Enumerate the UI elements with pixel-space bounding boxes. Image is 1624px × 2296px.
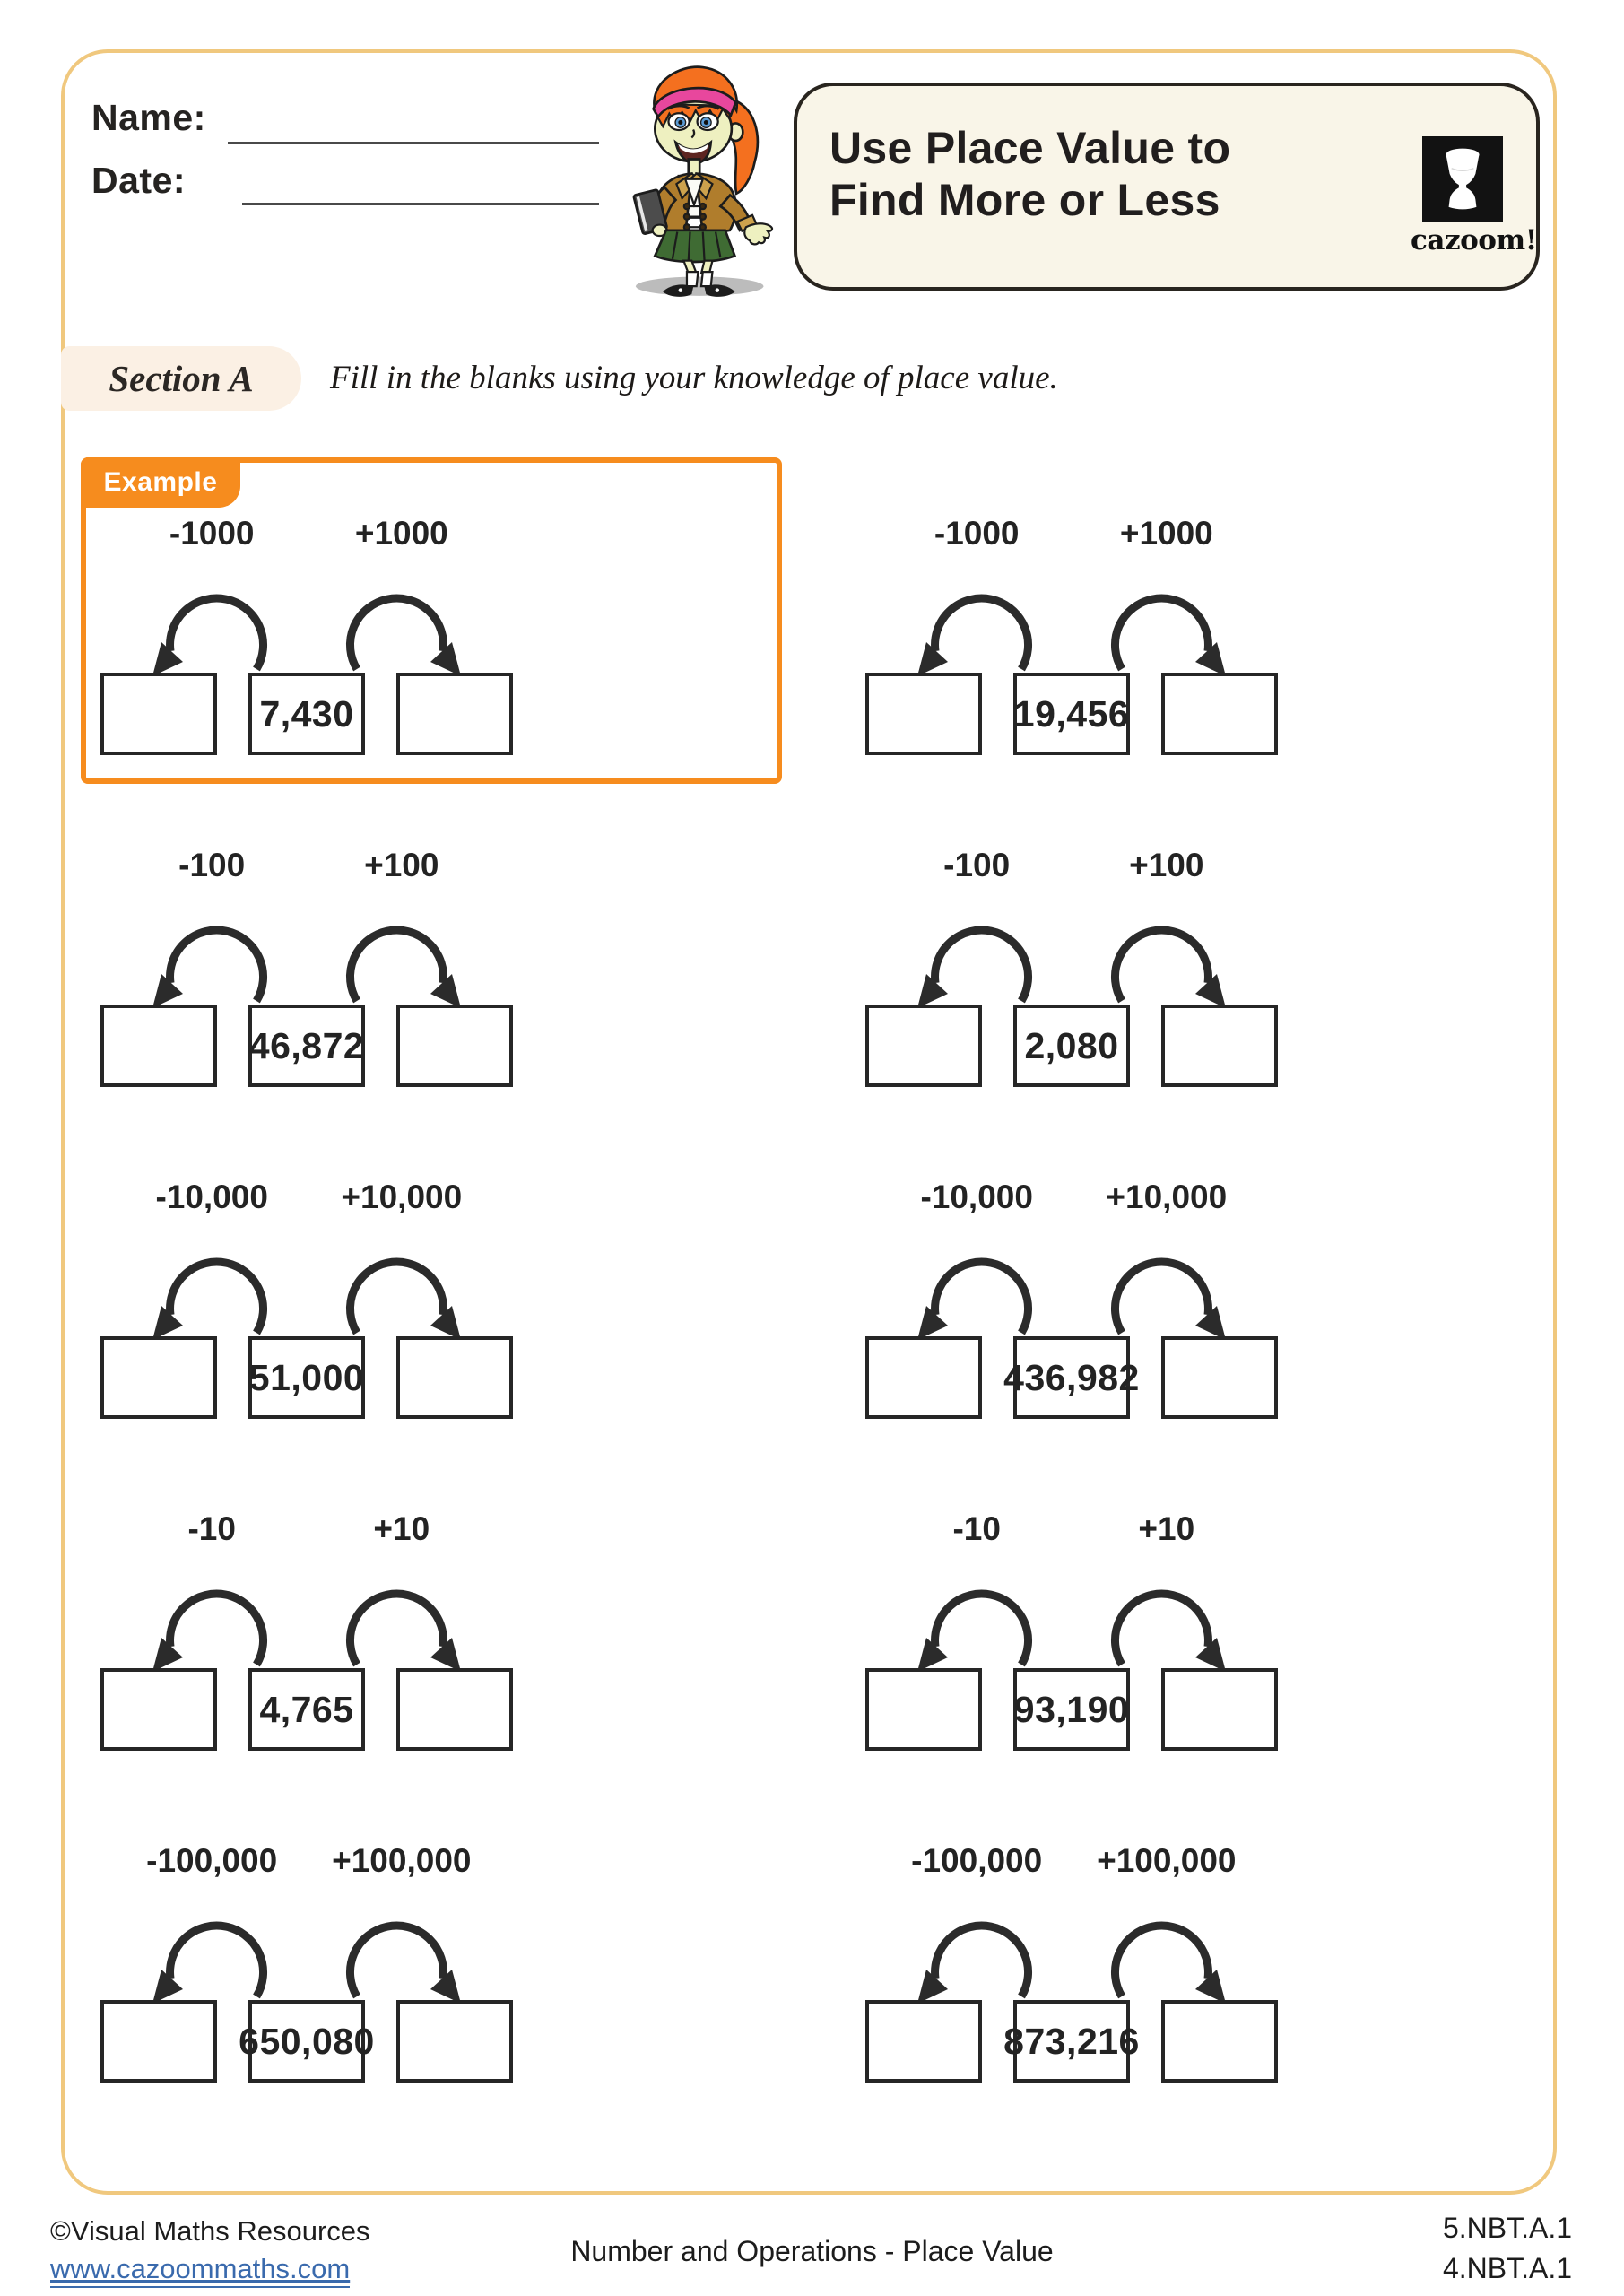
arrow-arcs xyxy=(100,1885,513,2000)
cazoom-logo xyxy=(1411,136,1537,257)
place-value-problem xyxy=(100,467,513,755)
answer-box-less[interactable] xyxy=(100,2000,217,2083)
date-blank-line[interactable] xyxy=(242,203,599,205)
given-number: 7,430 xyxy=(259,692,354,735)
answer-box-less[interactable] xyxy=(865,673,982,755)
minus-label: -10,000 xyxy=(920,1178,1033,1215)
curved-arrow-right-icon xyxy=(1115,598,1226,673)
answer-box-more[interactable] xyxy=(396,1668,513,1751)
curved-arrow-left-icon xyxy=(152,1926,264,2000)
answer-box-less[interactable] xyxy=(865,2000,982,2083)
plus-label: +1000 xyxy=(1119,515,1213,552)
given-number: 51,000 xyxy=(248,1356,365,1398)
place-value-problem xyxy=(865,515,1278,755)
student-character-illustration xyxy=(613,45,789,310)
given-number-box xyxy=(248,1004,365,1087)
example-tab xyxy=(81,457,240,508)
standard-code-1: 5.NBT.A.1 xyxy=(1442,2212,1572,2244)
minus-label: -10 xyxy=(952,1510,1001,1547)
place-value-problem xyxy=(865,1510,1278,1751)
given-number: 650,080 xyxy=(239,2020,375,2062)
given-number-box xyxy=(1003,2000,1140,2083)
answer-box-less[interactable] xyxy=(865,1004,982,1087)
plus-label: +10,000 xyxy=(341,1178,463,1215)
name-label: Name: xyxy=(91,97,206,138)
arrow-arcs xyxy=(865,1222,1278,1336)
answer-box-less[interactable] xyxy=(865,1336,982,1419)
section-a-pill xyxy=(61,346,301,411)
arrow-arcs xyxy=(865,1553,1278,1668)
answer-box-more[interactable] xyxy=(396,1336,513,1419)
title-line-1: Use Place Value to xyxy=(829,123,1231,173)
given-number-box xyxy=(239,2000,375,2083)
given-number-box xyxy=(1003,1336,1140,1419)
minus-label: -100 xyxy=(943,847,1011,883)
curved-arrow-left-icon xyxy=(152,930,264,1004)
curved-arrow-right-icon xyxy=(350,598,461,673)
copyright-text: ©Visual Maths Resources xyxy=(50,2215,370,2247)
instruction-text: Fill in the blanks using your knowledge of place value. xyxy=(330,360,1058,396)
given-number: 436,982 xyxy=(1003,1356,1140,1398)
answer-box-more[interactable] xyxy=(1161,673,1278,755)
answer-box-more[interactable] xyxy=(1161,1336,1278,1419)
curved-arrow-left-icon xyxy=(917,598,1029,673)
minus-label: -100,000 xyxy=(146,1842,278,1879)
place-value-problem xyxy=(100,1510,513,1751)
given-number-box xyxy=(248,1668,365,1751)
given-number-box xyxy=(1013,673,1130,755)
curved-arrow-right-icon xyxy=(1115,1594,1226,1668)
answer-box-less[interactable] xyxy=(100,1336,217,1419)
given-number: 4,765 xyxy=(259,1688,354,1730)
arrow-arcs xyxy=(100,558,513,673)
plus-label: +100,000 xyxy=(1097,1842,1237,1879)
curved-arrow-right-icon xyxy=(1115,1926,1226,2000)
place-value-problem xyxy=(865,1842,1278,2083)
curved-arrow-right-icon xyxy=(350,1926,461,2000)
place-value-problem xyxy=(865,1178,1278,1419)
page-title xyxy=(829,122,1230,226)
curved-arrow-right-icon xyxy=(350,930,461,1004)
curved-arrow-right-icon xyxy=(1115,1262,1226,1336)
answer-box-less[interactable] xyxy=(100,1668,217,1751)
answer-box-less[interactable] xyxy=(100,1004,217,1087)
plus-label: +1000 xyxy=(354,515,448,552)
plus-label: +100 xyxy=(364,847,439,883)
answer-box-less[interactable] xyxy=(100,673,217,755)
given-number-box xyxy=(1013,1668,1130,1751)
curved-arrow-left-icon xyxy=(917,1594,1029,1668)
answer-box-more[interactable] xyxy=(1161,2000,1278,2083)
arrow-arcs xyxy=(865,558,1278,673)
given-number-box xyxy=(248,1336,365,1419)
given-number: 19,456 xyxy=(1013,692,1130,735)
answer-box-less[interactable] xyxy=(865,1668,982,1751)
minus-label: -1000 xyxy=(169,515,255,552)
plus-label: +100 xyxy=(1129,847,1204,883)
answer-box-more[interactable] xyxy=(396,2000,513,2083)
curved-arrow-left-icon xyxy=(152,1262,264,1336)
arrow-arcs xyxy=(100,1553,513,1668)
plus-label: +100,000 xyxy=(332,1842,472,1879)
website-link[interactable]: www.cazoommaths.com xyxy=(50,2253,350,2288)
given-number-box xyxy=(1013,1004,1130,1087)
curved-arrow-left-icon xyxy=(917,1262,1029,1336)
answer-box-more[interactable] xyxy=(396,673,513,755)
example-tab-label: Example xyxy=(103,467,218,497)
plus-label: +10 xyxy=(1138,1510,1195,1547)
place-value-problem xyxy=(100,1842,513,2083)
title-box xyxy=(794,83,1540,291)
name-blank-line[interactable] xyxy=(228,142,599,144)
minus-label: -1000 xyxy=(934,515,1020,552)
arrow-arcs xyxy=(100,890,513,1004)
plus-label: +10,000 xyxy=(1106,1178,1228,1215)
arrow-arcs xyxy=(865,890,1278,1004)
arrow-arcs xyxy=(865,1885,1278,2000)
standards-codes xyxy=(1443,2208,1572,2290)
answer-box-more[interactable] xyxy=(1161,1668,1278,1751)
place-value-problem xyxy=(100,1178,513,1419)
minus-label: -100,000 xyxy=(911,1842,1043,1879)
place-value-problem xyxy=(100,847,513,1087)
minus-label: -10,000 xyxy=(155,1178,268,1215)
answer-box-more[interactable] xyxy=(396,1004,513,1087)
title-line-2: Find More or Less xyxy=(829,175,1220,225)
date-label: Date: xyxy=(91,160,187,201)
given-number: 2,080 xyxy=(1024,1024,1119,1066)
curved-arrow-left-icon xyxy=(917,1926,1029,2000)
answer-box-more[interactable] xyxy=(1161,1004,1278,1087)
footer-category-text: Number and Operations - Place Value xyxy=(570,2235,1054,2267)
given-number: 93,190 xyxy=(1013,1688,1130,1730)
curved-arrow-right-icon xyxy=(350,1262,461,1336)
given-number: 873,216 xyxy=(1003,2020,1140,2062)
problems-grid xyxy=(100,467,1278,2174)
place-value-problem xyxy=(865,847,1278,1087)
standard-code-2: 4.NBT.A.1 xyxy=(1442,2252,1572,2285)
minus-label: -100 xyxy=(178,847,246,883)
curved-arrow-left-icon xyxy=(917,930,1029,1004)
curved-arrow-right-icon xyxy=(350,1594,461,1668)
curved-arrow-right-icon xyxy=(1115,930,1226,1004)
plus-label: +10 xyxy=(373,1510,430,1547)
given-number-box xyxy=(248,673,365,755)
section-label: Section A xyxy=(109,358,254,399)
curved-arrow-left-icon xyxy=(152,598,264,673)
curved-arrow-left-icon xyxy=(152,1594,264,1668)
given-number: 46,872 xyxy=(248,1024,365,1066)
minus-label: -10 xyxy=(187,1510,236,1547)
arrow-arcs xyxy=(100,1222,513,1336)
drum-icon xyxy=(1422,136,1503,222)
logo-wordmark: cazoom! xyxy=(1411,224,1537,257)
